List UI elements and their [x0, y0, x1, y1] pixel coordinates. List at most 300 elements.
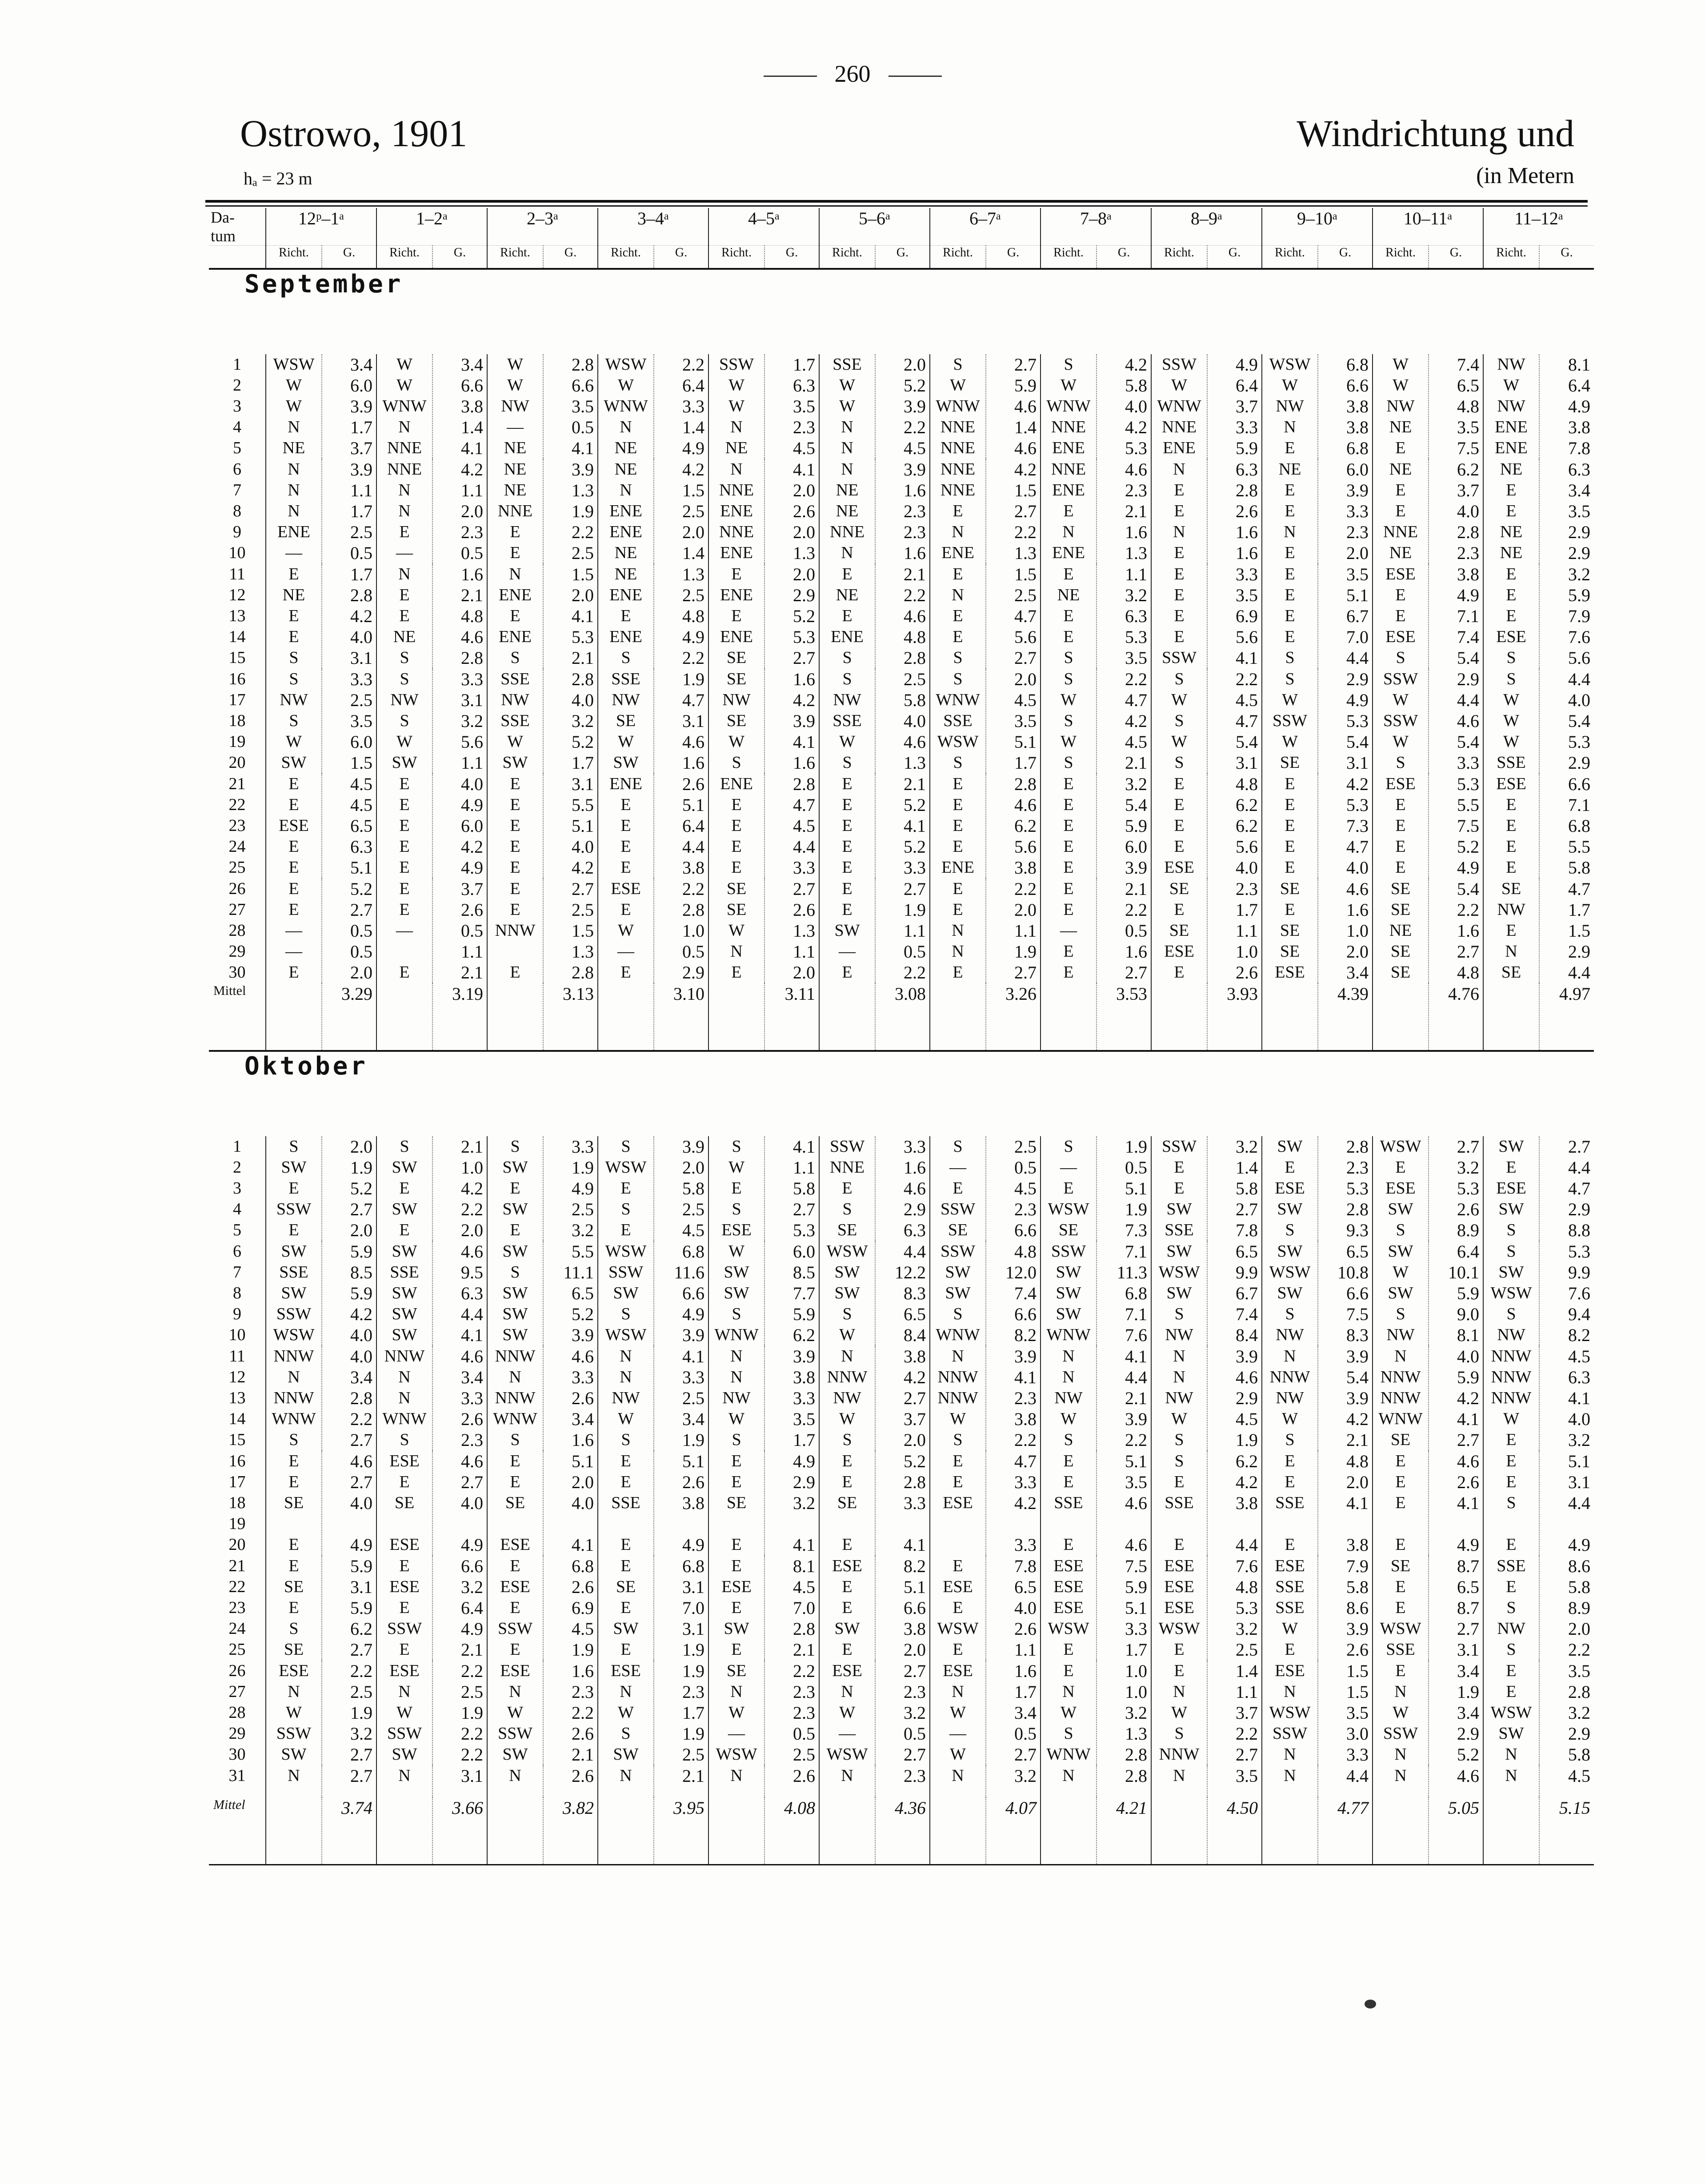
wind-direction: ESE E SE ESE: [376, 1451, 432, 1556]
wind-direction: N: [1262, 1765, 1318, 1797]
wind-speed: 2.2 2.3 2.3 0.5 2.5: [764, 1661, 819, 1765]
wind-speed: 5.3 5.5 7.5 5.2 4.9: [1429, 774, 1483, 878]
wind-direction: N: [708, 1765, 764, 1797]
wind-speed: 1.7 2.8 4.2 4.0 3.1: [322, 564, 376, 669]
wind-speed: 2.2 2.5 1.9 3.2 2.7: [322, 1661, 376, 1765]
wind-speed: 4.0 5.9 4.2 4.1 2.7: [1429, 1346, 1483, 1451]
day-numbers: 1 2 3 4 5: [233, 1137, 241, 1239]
page-number: 260: [0, 60, 1705, 88]
wind-direction: SSW E E SW SSE: [1151, 1136, 1207, 1241]
mittel-value: 4.21: [1097, 1797, 1151, 1865]
wind-speed: 2.1: [654, 1765, 708, 1797]
wind-speed: 3.1 5.5 5.1 4.0 4.2: [543, 774, 598, 878]
richt-header: Richt.: [819, 246, 875, 269]
wind-direction: SSW SW SW SW WNW: [1041, 1241, 1097, 1346]
wind-direction: E E N N E: [930, 878, 986, 983]
wind-direction: NNE NNE E N ENE: [930, 459, 986, 564]
mittel-label: Mittel: [209, 1797, 266, 1865]
mittel-value: 4.36: [875, 1797, 930, 1865]
wind-direction: S W S W S: [1151, 669, 1207, 774]
wind-direction: E E SSE E: [1041, 1451, 1097, 1556]
wind-speed: 3.9 5.4 3.9 4.2 2.1: [1318, 1346, 1373, 1451]
hour-header: 12ᵖ–1ᵃ: [266, 208, 376, 246]
wind-direction: E ESE E WSW E: [930, 1556, 986, 1661]
mittel-spacer: [1373, 1797, 1429, 1865]
wind-direction: NE E E NE NE: [1483, 459, 1539, 564]
wind-speed: 4.7 1.7 1.5 2.9 4.4: [1539, 878, 1594, 983]
wind-direction: SE E E WSW SSE: [1373, 1556, 1429, 1661]
wind-direction: E N W S NNW: [1151, 1661, 1207, 1765]
wind-speed: 1.4 1.1 3.7 2.2 2.7: [1207, 1661, 1262, 1765]
wind-speed: 5.2 2.8 3.3 4.1: [875, 1451, 930, 1556]
wind-speed: 3.3 3.5 6.9 5.6 4.1: [1207, 564, 1262, 669]
wind-speed: 1.5 2.5 4.7 5.6 2.7: [986, 564, 1041, 669]
wind-speed: 3.2 5.4 5.9 6.0 3.9: [1097, 774, 1151, 878]
mittel-value: 3.19: [432, 983, 487, 1051]
wind-direction: NW W NW ENE ENE: [1483, 354, 1539, 459]
wind-speed: 2.1 2.2 4.6 4.8 2.8: [875, 564, 930, 669]
wind-speed: 7.4 6.5 4.8 3.5 7.5: [1429, 354, 1483, 459]
day-group-row: [209, 459, 1594, 564]
wind-direction: NE E E N E: [1262, 459, 1318, 564]
wind-direction: N N NW W S: [1041, 1346, 1097, 1451]
wind-direction: E N E E S: [930, 564, 986, 669]
wind-speed: 4.6 2.3 2.1 1.6 1.3: [1097, 459, 1151, 564]
hour-header: 1–2ᵃ: [376, 208, 487, 246]
wind-direction: E E E E SSW: [1151, 564, 1207, 669]
wind-speed: 3.3 1.9 4.9 2.5 3.2: [543, 1136, 598, 1241]
wind-direction: ESE N WSW SSW N: [1262, 1661, 1318, 1765]
top-rule-thin: [205, 205, 1588, 207]
wind-speed: 4.6: [1429, 1765, 1483, 1797]
mittel-value: 3.13: [543, 983, 598, 1051]
day-group-row: [209, 878, 1594, 983]
wind-speed: 1.1 3.2 6.3 5.3 3.5: [1097, 564, 1151, 669]
hour-header: 5–6ᵃ: [819, 208, 930, 246]
wind-speed: 4.5 6.3 4.1 4.0 3.2: [1539, 1346, 1594, 1451]
wind-speed: 3.2: [986, 1765, 1041, 1797]
wind-direction: SE E SE ESE E: [1151, 878, 1207, 983]
day-numbers: 11 12 13 14 15: [228, 565, 246, 667]
wind-speed: 2.3 1.7 1.1 1.0 2.6: [1207, 878, 1262, 983]
richt-header: Richt.: [1373, 246, 1429, 269]
wind-speed: 2.0 4.5 3.5 5.1 1.7: [986, 669, 1041, 774]
wind-direction: N: [376, 1765, 432, 1797]
wind-speed: 3.9 4.6 2.9 4.5 1.9: [1207, 1346, 1262, 1451]
day-group-row: [209, 1556, 1594, 1661]
g-header: G.: [1097, 246, 1151, 269]
wind-speed: 7.5 5.9 5.1 3.3 1.7: [1097, 1556, 1151, 1661]
wind-direction: ENE E E E E: [598, 774, 654, 878]
wind-speed: 3.2 1.4 5.8 2.7 7.8: [1207, 1136, 1262, 1241]
month-row: [209, 269, 1594, 354]
wind-direction: NNW N NNW WNW S: [266, 1346, 322, 1451]
wind-direction: S — E SSW SE: [930, 1136, 986, 1241]
mittel-spacer: [930, 983, 986, 1051]
wind-speed: 1.3 2.5 4.8 4.9 2.2: [654, 564, 708, 669]
mittel-value: 5.05: [1429, 1797, 1483, 1865]
wind-direction: SSW SW SW S WNW: [930, 1241, 986, 1346]
wind-direction: E E — — E: [266, 878, 322, 983]
wind-direction: E E E E ENE: [930, 774, 986, 878]
wind-direction: ESE SSE SSE W E: [1262, 1556, 1318, 1661]
day-numbers: 21 22 23 24 25: [228, 775, 246, 877]
wind-speed: 8.7 6.5 8.7 2.7 3.1: [1429, 1556, 1483, 1661]
wind-direction: SW E ESE SW S: [1262, 1136, 1318, 1241]
wind-direction: E E SE ESE: [487, 1451, 543, 1556]
wind-direction: WSW SW SW S W: [819, 1241, 875, 1346]
mittel-spacer: [708, 1797, 764, 1865]
wind-direction: NE ENE E ENE S: [598, 564, 654, 669]
wind-direction: E E SE E: [266, 1451, 322, 1556]
wind-speed: 5.1 2.0 4.0 4.1: [543, 1451, 598, 1556]
hour-header: 7–8ᵃ: [1041, 208, 1151, 246]
hour-header: 4–5ᵃ: [708, 208, 819, 246]
wind-speed: 2.1 5.2 4.1 5.2 3.3: [875, 774, 930, 878]
wind-direction: SSE NW SSE W SW: [487, 669, 543, 774]
wind-speed: 3.9 1.1 1.7 2.5 0.5: [322, 459, 376, 564]
wind-direction: N: [598, 1765, 654, 1797]
wind-direction: E E E E E: [376, 774, 432, 878]
day-numbers: 26 27 28 29 30: [228, 1661, 246, 1764]
wind-direction: NNE N N E —: [376, 459, 432, 564]
wind-direction: S W S W S: [1041, 669, 1097, 774]
hour-header: 10–11ᵃ: [1373, 208, 1483, 246]
wind-direction: S NW S W SW: [376, 669, 432, 774]
wind-speed: 4.6 3.4 3.3 2.6 2.3: [432, 1346, 487, 1451]
wind-speed: 4.9 2.9 3.2 4.1: [764, 1451, 819, 1556]
wind-speed: 3.3 1.6 4.6 2.9 6.3: [875, 1136, 930, 1241]
day-numbers: 21 22 23 24 25: [228, 1557, 246, 1659]
wind-speed: 1.9 2.3 1.7 1.9 2.5: [654, 1661, 708, 1765]
wind-direction: W W NW NE E: [1373, 354, 1429, 459]
wind-speed: 2.5 5.8 4.0 4.6 1.3: [875, 669, 930, 774]
wind-direction: E NE E ENE S: [819, 564, 875, 669]
wind-direction: E E NNW E: [487, 878, 543, 983]
wind-speed: 7.8 6.5 4.0 2.6 1.1: [986, 1556, 1041, 1661]
wind-speed: 5.9 3.1 5.9 6.2 2.7: [322, 1556, 376, 1661]
wind-speed: 8.2 5.1 6.6 3.8 2.0: [875, 1556, 930, 1661]
wind-speed: 3.5: [1207, 1765, 1262, 1797]
wind-direction: E N W SSW N: [1373, 1661, 1429, 1765]
mittel-spacer: [1483, 983, 1539, 1051]
mittel-value: 4.07: [986, 1797, 1041, 1865]
wind-speed: 1.9 0.5 5.1 1.9 7.3: [1097, 1136, 1151, 1241]
wind-speed: 1.6 2.3 2.2 2.6 2.1: [543, 1661, 598, 1765]
wind-speed: 8.1 4.5 7.0 2.8 2.1: [764, 1556, 819, 1661]
wind-speed: 6.8 11.6 6.6 4.9 3.9: [654, 1241, 708, 1346]
wind-speed: 1.5 1.5 3.5 3.0 3.3: [1318, 1661, 1373, 1765]
day-numbers: 16 17 18 19 20: [228, 1452, 246, 1554]
wind-speed: 2.6: [764, 1765, 819, 1797]
wind-direction: S SW E SW E: [376, 1136, 432, 1241]
g-header: G.: [432, 246, 487, 269]
date-header: Da- tum: [209, 208, 266, 246]
wind-speed: 4.6 2.7 4.0 4.9: [322, 1451, 376, 1556]
wind-direction: WSW SSW SW S WSW: [598, 1241, 654, 1346]
wind-speed: 4.6 1.6 1.0 2.0 3.4: [1318, 878, 1373, 983]
wind-direction: SSE E S NW S: [1483, 1556, 1539, 1661]
day-group-row: [209, 1346, 1594, 1451]
mittel-value: 3.53: [1097, 983, 1151, 1051]
g-header: G.: [986, 246, 1041, 269]
wind-speed: 2.8 4.7 4.5 4.4 3.3: [764, 774, 819, 878]
wind-speed: 5.2 2.7 0.5 0.5 2.0: [322, 878, 376, 983]
ink-blot: [1365, 2000, 1376, 2008]
mittel-value: 4.50: [1207, 1797, 1262, 1865]
wind-direction: SSW W WNW NNE ENE: [1151, 354, 1207, 459]
wind-speed: 4.6 2.7 4.0 4.9: [432, 1451, 487, 1556]
mittel-value: 4.77: [1318, 1797, 1373, 1865]
mittel-value: 3.93: [1207, 983, 1262, 1051]
wind-speed: 1.0 1.0 3.2 1.3 2.8: [1097, 1661, 1151, 1765]
wind-direction: E E S E: [1483, 1451, 1539, 1556]
richt-header: Richt.: [1041, 246, 1097, 269]
wind-speed: 2.7 2.5 1.5 1.3 2.8: [543, 878, 598, 983]
mittel-spacer: [819, 1797, 875, 1865]
wind-speed: 4.1 4.4 2.1 3.9 2.2: [1097, 1346, 1151, 1451]
wind-direction: N: [1041, 1765, 1097, 1797]
richt-header: Richt.: [487, 246, 543, 269]
wind-speed: 3.9 1.6 2.3 2.3 1.6: [875, 459, 930, 564]
mittel-spacer: [1262, 983, 1318, 1051]
wind-direction: ESE E W — E: [598, 878, 654, 983]
wind-direction: N E E NE S: [376, 564, 432, 669]
wind-speed: 2.1 2.2 0.5 1.6 2.7: [1097, 878, 1151, 983]
mittel-spacer: [1151, 1797, 1207, 1865]
wind-speed: 2.2 4.5 4.7 5.4 3.1: [1207, 669, 1262, 774]
day-numbers: 6 7 8 9 10: [228, 460, 246, 562]
day-group-row: [209, 564, 1594, 669]
wind-speed: 4.1 2.0 2.6 2.0 1.3: [764, 459, 819, 564]
wind-direction: W W WNW N NNE: [376, 354, 432, 459]
wind-speed: 5.1 3.1 4.4 4.9: [1539, 1451, 1594, 1556]
wind-direction: SSW W SSW W S: [1373, 669, 1429, 774]
day-numbers: 1 2 3 4 5: [233, 355, 241, 457]
wind-direction: S NW S W SW: [266, 669, 322, 774]
wind-direction: SW E ESE SW S: [1483, 1136, 1539, 1241]
wind-direction: SSW NNE E S SE: [819, 1136, 875, 1241]
wind-speed: 2.2 4.7 4.2 4.5 2.1: [1097, 669, 1151, 774]
wind-direction: N NNW NW W S: [1262, 1346, 1318, 1451]
wind-direction: E ESE E SSW E: [487, 1556, 543, 1661]
top-rule: [205, 200, 1588, 203]
wind-direction: N NNE ENE NNE ENE: [708, 459, 764, 564]
wind-speed: 2.8: [1097, 1765, 1151, 1797]
wind-speed: 4.1 1.1 5.8 2.7 5.3: [764, 1136, 819, 1241]
wind-direction: E NE E E S: [1041, 564, 1097, 669]
wind-direction: N: [930, 1765, 986, 1797]
wind-speed: 2.5 0.5 4.5 2.3 6.6: [986, 1136, 1041, 1241]
richt-header: Richt.: [266, 246, 322, 269]
wind-speed: 3.8 4.9 7.1 7.4 5.4: [1429, 564, 1483, 669]
day-group-row: [209, 1241, 1594, 1346]
mittel-value: 3.26: [986, 983, 1041, 1051]
mittel-spacer: [266, 1797, 322, 1865]
station-title: Ostrowo, 1901: [240, 112, 468, 155]
g-header: G.: [1318, 246, 1373, 269]
wind-speed: 4.2 5.8 4.0 4.2 5.3: [1097, 354, 1151, 459]
wind-speed: 4.7 3.3 4.2 3.3: [986, 1451, 1041, 1556]
wind-speed: 4.6 3.3 2.6 3.4 1.6: [543, 1346, 598, 1451]
mittel-spacer: [1041, 1797, 1097, 1865]
wind-direction: S — E WSW SE: [1041, 1136, 1097, 1241]
mittel-spacer: [1262, 1797, 1318, 1865]
wind-speed: 2.2 6.4 3.3 1.4 4.9: [654, 354, 708, 459]
wind-speed: 4.4 12.2 8.3 6.5 8.4: [875, 1241, 930, 1346]
wind-speed: 5.1 3.5 4.6 4.6: [1097, 1451, 1151, 1556]
mittel-spacer: [930, 1797, 986, 1865]
wind-speed: 6.2 3.7 4.0 2.8 2.3: [1429, 459, 1483, 564]
wind-speed: 6.8 6.6 3.8 3.8 6.8: [1318, 354, 1373, 459]
wind-speed: 2.8 4.0 3.2 5.2 1.7: [543, 669, 598, 774]
wind-speed: 1.7 6.3 3.5 2.3 4.5: [764, 354, 819, 459]
wind-direction: N NNW NW W S: [819, 1346, 875, 1451]
richt-header: Richt.: [1151, 246, 1207, 269]
wind-direction: S WSW E S E: [598, 1136, 654, 1241]
wind-speed: 3.9 3.8 3.3 3.5 1.7: [764, 1346, 819, 1451]
wind-direction: SE SE W N E: [708, 878, 764, 983]
wind-direction: WSW E ESE SW S: [1373, 1136, 1429, 1241]
wind-direction: S W SSW W SE: [1262, 669, 1318, 774]
day-group-row: [209, 1661, 1594, 1765]
wind-direction: N N NW W S: [1151, 1346, 1207, 1451]
mittel-value: 3.82: [543, 1797, 598, 1865]
wind-direction: S WNW SSE WSW S: [930, 669, 986, 774]
wind-direction: NNW NNW NNW W E: [1483, 1346, 1539, 1451]
wind-speed: 3.4 6.0 3.9 1.7 3.7: [322, 354, 376, 459]
wind-speed: 6.8 2.6 6.9 4.5 1.9: [543, 1556, 598, 1661]
wind-direction: E E E E S: [1262, 564, 1318, 669]
wind-direction: E E E E E: [1262, 774, 1318, 878]
wind-speed: 2.8 4.6 6.2 5.6 3.8: [986, 774, 1041, 878]
wind-speed: 4.2 5.3 7.3 4.7 4.0: [1318, 774, 1373, 878]
mittel-label: Mittel: [209, 983, 266, 1051]
wind-speed: 4.2 1.5 2.5 2.0 1.4: [654, 459, 708, 564]
wind-direction: N N NW W S: [598, 1346, 654, 1451]
wind-direction: S E SSE E: [1151, 1451, 1207, 1556]
g-header: G.: [322, 246, 376, 269]
day-numbers: 31: [228, 1766, 246, 1785]
mittel-value: 4.08: [764, 1797, 819, 1865]
mittel-spacer: [1483, 1797, 1539, 1865]
wind-speed: 2.6 5.1 6.4 4.4 3.8: [654, 774, 708, 878]
g-header: G.: [1207, 246, 1262, 269]
g-header: G.: [543, 246, 598, 269]
wind-direction: W W NW — NE: [487, 354, 543, 459]
mittel-value: 4.39: [1318, 983, 1373, 1051]
wind-speed: 6.6 7.1 6.8 5.5 5.8: [1539, 774, 1594, 878]
wind-speed: 8.1 6.4 4.9 3.8 7.8: [1539, 354, 1594, 459]
wind-direction: E E E E E: [487, 774, 543, 878]
mittel-value: 4.97: [1539, 983, 1594, 1051]
wind-direction: SSE NW SE W SW: [598, 669, 654, 774]
wind-direction: E E — E E: [1041, 878, 1097, 983]
wind-speed: 7.1 11.3 6.8 7.1 7.6: [1097, 1241, 1151, 1346]
unit-note: (in Metern: [1476, 163, 1574, 188]
mittel-spacer: [819, 983, 875, 1051]
wind-speed: 1.6 4.2 3.9 4.1 1.6: [764, 669, 819, 774]
wind-direction: ESE N W SSW SW: [266, 1661, 322, 1765]
wind-direction: S SW E SSW E: [266, 1136, 322, 1241]
wind-direction: E E E E E: [1041, 774, 1097, 878]
wind-direction: ESE N W — WSW: [819, 1661, 875, 1765]
wind-direction: WSW W W N NE: [266, 354, 322, 459]
mittel-value: 5.15: [1539, 1797, 1594, 1865]
wind-speed: 4.1 3.3 2.5 3.4 1.9: [654, 1346, 708, 1451]
wind-speed: 4.8 2.0 4.1 3.8: [1318, 1451, 1373, 1556]
wind-speed: 5.4 2.2 1.6 2.7 4.8: [1429, 878, 1483, 983]
wind-direction: NNE ENE E N ENE: [1041, 459, 1097, 564]
g-header: G.: [875, 246, 930, 269]
wind-direction: SW S SW SW SW: [487, 1241, 543, 1346]
wind-direction: N: [487, 1765, 543, 1797]
wind-speed: 2.7 2.3 3.2 0.5 2.7: [875, 1661, 930, 1765]
mittel-row: [209, 1797, 1594, 1865]
wind-direction: E E E ESE S: [1483, 564, 1539, 669]
wind-direction: E NE E E S: [266, 564, 322, 669]
wind-direction: S W W W SSE: [1483, 669, 1539, 774]
wind-speed: 4.8 6.2 6.2 5.6 4.0: [1207, 774, 1262, 878]
wind-speed: 3.4 1.9 3.4 2.9 5.2: [1429, 1661, 1483, 1765]
wind-speed: 2.2 2.0 1.1 1.9 2.7: [986, 878, 1041, 983]
richt-header: Richt.: [708, 246, 764, 269]
mittel-spacer: [487, 983, 543, 1051]
wind-speed: 7.9 5.8 8.6 3.9 2.6: [1318, 1556, 1373, 1661]
wind-direction: NE N ENE ENE NE: [598, 459, 654, 564]
wind-speed: 6.0 3.9 3.3 2.3 2.0: [1318, 459, 1373, 564]
wind-direction: NE E E NNE NE: [1373, 459, 1429, 564]
wind-speed: 6.3 2.8 2.6 1.6 1.6: [1207, 459, 1262, 564]
g-header: G.: [764, 246, 819, 269]
wind-speed: 4.6 9.5 6.3 4.4 4.1: [432, 1241, 487, 1346]
g-header: G.: [1539, 246, 1594, 269]
mittel-value: 3.10: [654, 983, 708, 1051]
wind-direction: N N N ENE —: [266, 459, 322, 564]
wind-direction: E E SE E: [819, 1451, 875, 1556]
wind-direction: ESE N W — W: [930, 1661, 986, 1765]
table-heading: Windrichtung und: [1297, 112, 1574, 155]
wind-direction: N: [1151, 1765, 1207, 1797]
wind-speed: 8.6 5.8 8.9 2.0 2.2: [1539, 1556, 1594, 1661]
wind-speed: 5.9 8.5 5.9 4.2 4.0: [322, 1241, 376, 1346]
wind-direction: ESE E E E E: [1483, 774, 1539, 878]
wind-direction: SE SE NE SE SE: [1373, 878, 1429, 983]
wind-direction: ESE N W SSW SW: [487, 1661, 543, 1765]
hour-header: 9–10ᵃ: [1262, 208, 1373, 246]
wind-direction: E E E E E: [819, 774, 875, 878]
wind-direction: WSW W NW N E: [1262, 354, 1318, 459]
wind-direction: S SW E SW E: [487, 1136, 543, 1241]
month-name: September: [244, 270, 404, 299]
mittel-spacer: [708, 983, 764, 1051]
wind-direction: N NNW NNW WNW SE: [1373, 1346, 1429, 1451]
date-subheader: [209, 246, 266, 269]
richt-header: Richt.: [930, 246, 986, 269]
wind-speed: 2.2 2.8 1.0 0.5 2.9: [654, 878, 708, 983]
day-group-row: [209, 1136, 1594, 1241]
wind-direction: W SW SW S WNW: [708, 1241, 764, 1346]
richt-header: Richt.: [1483, 246, 1539, 269]
wind-speed: 3.9 1.3 1.9 2.2 2.5: [543, 459, 598, 564]
wind-speed: 2.2 2.5 1.9 2.2 2.2: [432, 1661, 487, 1765]
wind-speed: 6.3 3.4 3.5 2.9 2.9: [1539, 459, 1594, 564]
mittel-spacer: [376, 983, 432, 1051]
wind-direction: SE N W — WSW: [708, 1661, 764, 1765]
day-numbers: 16 17 18 19 20: [228, 670, 246, 772]
mittel-value: 3.74: [322, 1797, 376, 1865]
wind-speed: 2.1 1.0 4.2 2.2 2.0: [432, 1136, 487, 1241]
